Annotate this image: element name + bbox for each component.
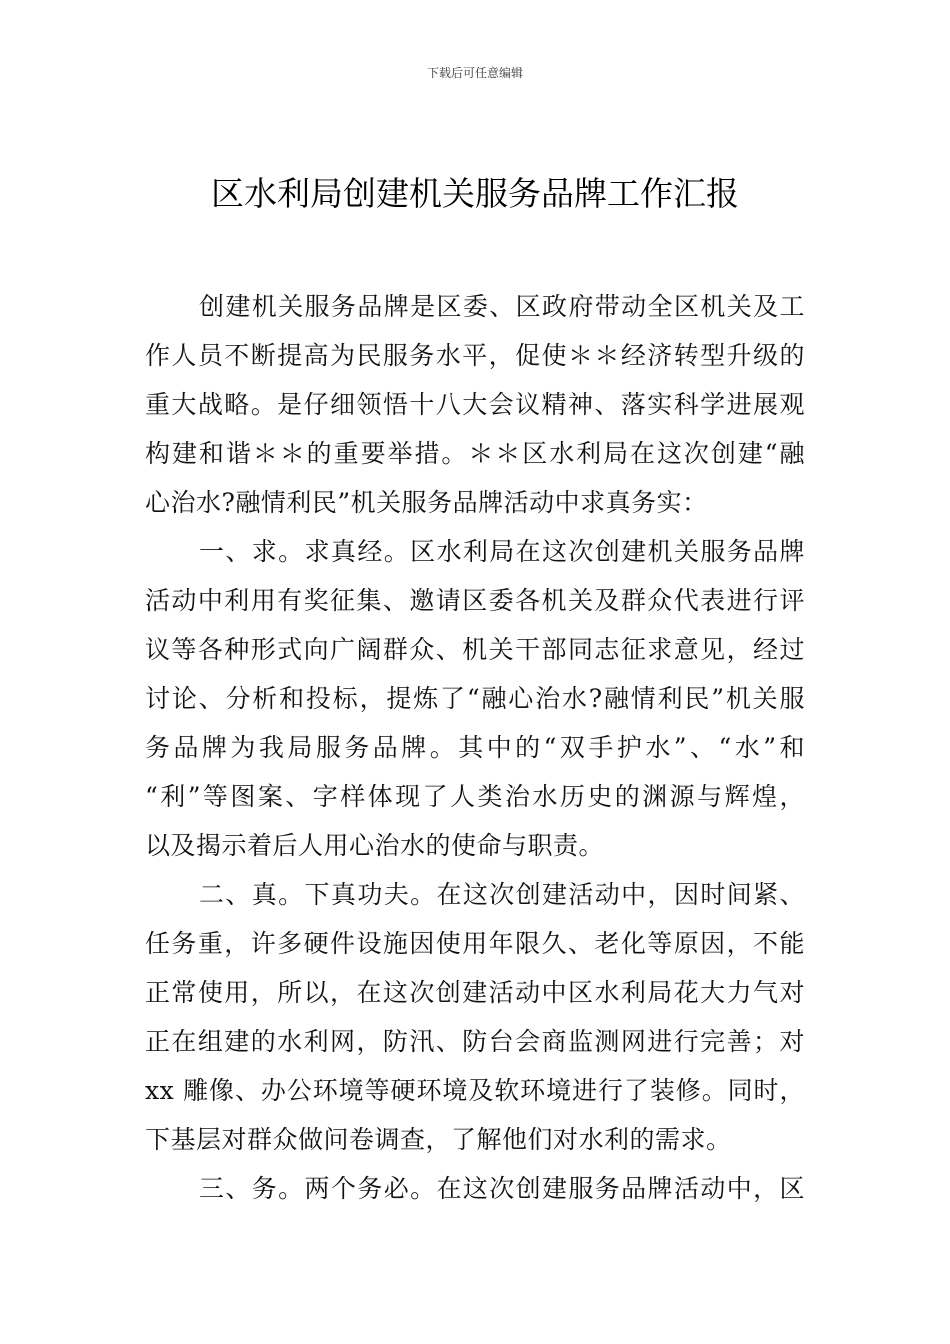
text-line: 作人员不断提高为民服务水平，促使＊＊经济转型升级的 — [145, 341, 805, 370]
document-body — [145, 282, 805, 1213]
text-line: 重大战略。是仔细领悟十八大会议精神、落实科学进展观 — [145, 390, 805, 419]
text-line: 议等各种形式向广阔群众、机关干部同志征求意见，经过 — [145, 635, 805, 664]
text-line: 创建机关服务品牌是区委、区政府带动全区机关及工 — [199, 292, 805, 321]
text-line: 正在组建的水利网，防汛、防台会商监测网进行完善；对 — [145, 1027, 805, 1056]
text-line: 正常使用，所以，在这次创建活动中区水利局花大力气对 — [145, 978, 805, 1007]
document-title: 区水利局创建机关服务品牌工作汇报 — [211, 174, 739, 213]
text-line: 下基层对群众做问卷调查，了解他们对水利的需求。 — [145, 1125, 732, 1154]
text-line: 务品牌为我局服务品牌。其中的“双手护水”、“水”和 — [145, 733, 805, 762]
text-line: 讨论、分析和投标，提炼了“融心治水?融情利民”机关服 — [145, 684, 805, 713]
text-line: 一、求。求真经。区水利局在这次创建机关服务品牌 — [199, 537, 805, 566]
text-line: 心治水?融情利民”机关服务品牌活动中求真务实： — [145, 488, 708, 517]
header-note: 下载后可任意编辑 — [426, 66, 523, 80]
text-line: 活动中利用有奖征集、邀请区委各机关及群众代表进行评 — [145, 586, 805, 615]
text-line: 三、务。两个务必。在这次创建服务品牌活动中，区 — [199, 1174, 805, 1203]
text-line: xx 雕像、办公环境等硬环境及软环境进行了装修。同时， — [145, 1076, 805, 1105]
text-line: “利”等图案、字样体现了人类治水历史的渊源与辉煌， — [145, 782, 805, 811]
text-line: 任务重，许多硬件设施因使用年限久、老化等原因，不能 — [145, 929, 805, 958]
text-line: 以及揭示着后人用心治水的使命与职责。 — [145, 831, 605, 860]
text-line: 二、真。下真功夫。在这次创建活动中，因时间紧、 — [199, 880, 805, 909]
text-line: 构建和谐＊＊的重要举措。＊＊区水利局在这次创建“融 — [145, 439, 805, 468]
